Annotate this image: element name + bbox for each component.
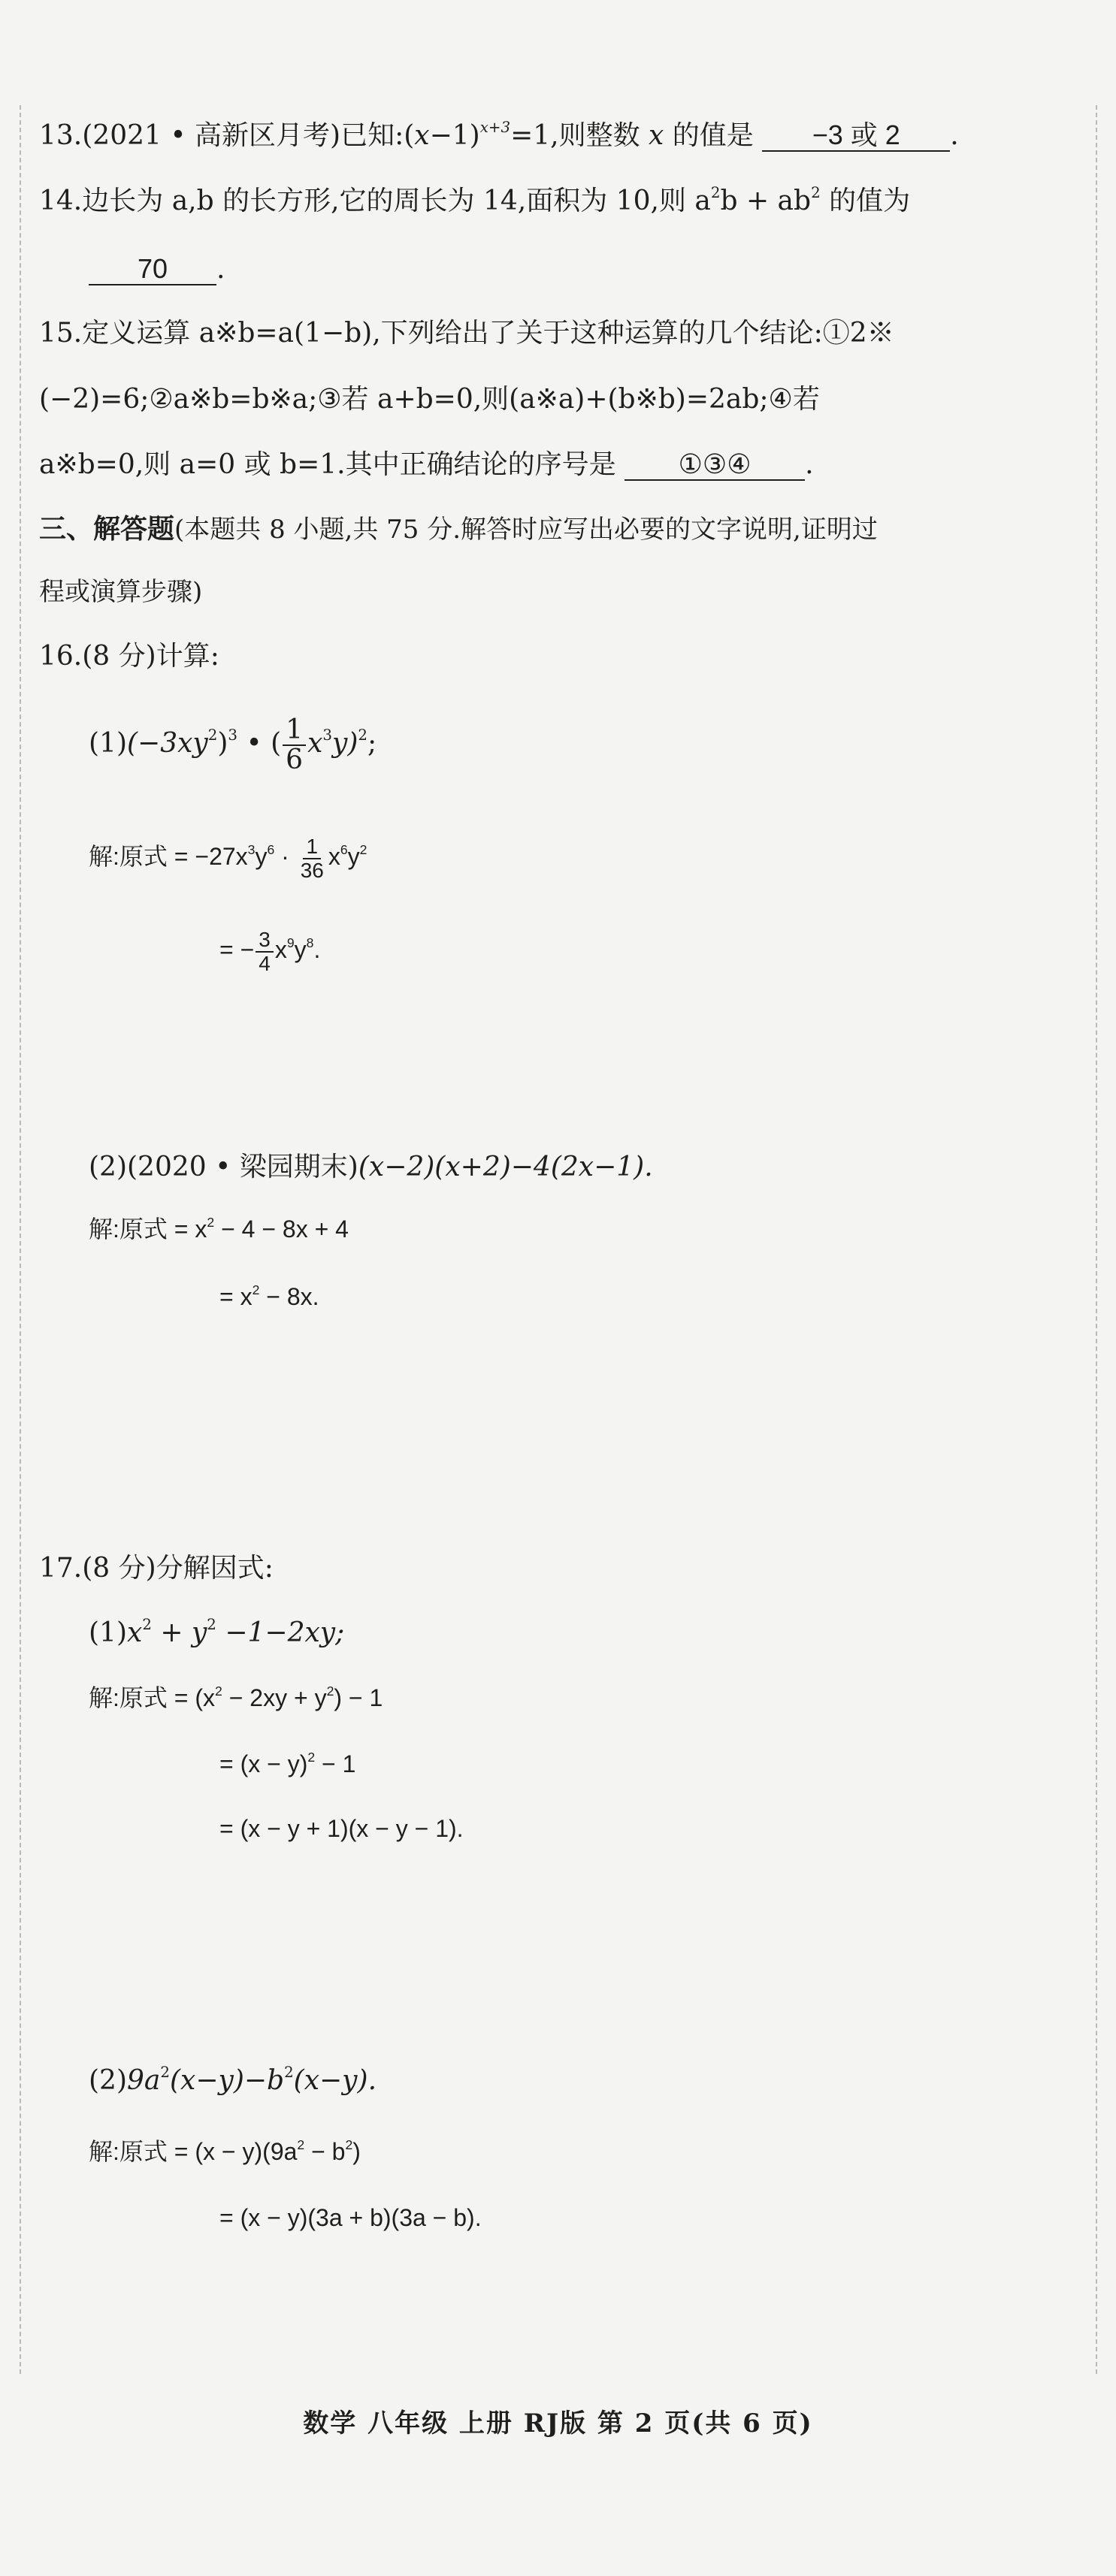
q17p1-sup: 2 [142, 1616, 152, 1634]
sol-sup: 2 [297, 2137, 305, 2152]
q17p2-solution-2 [219, 2200, 482, 2236]
sol-text: = x [174, 1216, 207, 1243]
sol-text: = − [219, 936, 255, 963]
q16p1-solution-2 [219, 912, 320, 987]
q17p2-sup: 2 [284, 2064, 294, 2082]
sol-text: − 4 − 8x + 4 [214, 1216, 349, 1243]
sol-sup: 9 [286, 935, 295, 950]
sol-text: − 8x. [259, 1283, 319, 1310]
section-note-2: 程或演算步骤) [39, 577, 203, 607]
q14-text: 边长为 a,b 的长方形,它的周长为 14,面积为 10,则 a [82, 186, 711, 216]
q16p1-sup4: 2 [358, 726, 367, 744]
q16p1-sup2: 3 [228, 726, 237, 744]
q13-answer-blank [762, 117, 950, 152]
q16p1-expr-c: • ( [237, 728, 282, 759]
part-label: (2) [89, 1152, 127, 1182]
sol-text: − 2xy + y [222, 1684, 327, 1711]
q14-text-end: 的值为 [820, 186, 911, 216]
sol-sup: 8 [306, 935, 314, 950]
sol-fraction [256, 929, 274, 974]
sol-text: y [347, 843, 360, 870]
q14-sup: 2 [710, 184, 721, 202]
q17p1-sup: 2 [207, 1616, 216, 1634]
question-source: (2021 • 高新区月考) [82, 120, 341, 151]
q17p1-expr: −1−2xy; [216, 1617, 345, 1648]
sol-sup: 2 [345, 2137, 353, 2152]
left-margin-line [20, 105, 21, 2374]
q14-end: . [216, 254, 225, 285]
question-15-line2 [39, 382, 820, 418]
sol-fraction [298, 835, 327, 881]
q17p2-expr: (x−y). [293, 2065, 377, 2096]
sol-text: y [255, 843, 268, 870]
fraction-numerator: 3 [256, 929, 274, 952]
solution-label: 解:原式 [89, 2138, 168, 2165]
q17p2-sup: 2 [160, 2064, 170, 2082]
question-16-part1 [89, 706, 377, 781]
q14-answer-blank [89, 251, 216, 285]
sol-sup: 3 [247, 841, 256, 857]
sol-text: = (x [174, 1684, 216, 1711]
q14-text-mid: b + ab [720, 186, 812, 216]
question-header: 16.(8 分)计算: [39, 641, 219, 672]
question-14-line1 [39, 183, 910, 219]
q17p1-solution-1 [89, 1680, 383, 1716]
q13-var-x: x [649, 120, 664, 151]
sol-sup: 2 [215, 1683, 222, 1699]
q14-answer: 70 [137, 253, 168, 284]
q13-stem-c: =1,则整数 [510, 120, 649, 151]
fraction-denominator: 4 [259, 951, 271, 975]
sol-text: = (x − y) [219, 1750, 308, 1777]
q16p2-solution-1 [89, 1211, 349, 1247]
q15-text-2: (−2)=6;②a※b=b※a;③若 a+b=0,则(a※a)+(b※b)=2ab;④若 [39, 384, 820, 415]
question-17-part2 [89, 2063, 377, 2099]
q17p1-solution-2 [219, 1746, 355, 1782]
q16p1-expr-a: (−3xy [127, 728, 208, 759]
q13-end: . [950, 120, 959, 151]
sol-sup: 6 [340, 841, 348, 857]
sol-sup: 2 [252, 1282, 260, 1297]
q15-answer: ①③④ [678, 448, 752, 479]
question-13 [39, 117, 959, 154]
q16p1-expr-d: x [307, 728, 323, 759]
q16p2-expr: (x−2)(x+2)−4(2x−1). [358, 1152, 653, 1182]
sol-sup: 2 [307, 1749, 316, 1765]
sol-text: x [328, 843, 340, 870]
fraction-numerator: 1 [303, 835, 321, 859]
part-label: (2) [89, 2065, 127, 2096]
sol-text: − b [304, 2138, 346, 2165]
question-number: 15. [39, 318, 83, 349]
sol-text: = (x − y + 1)(x − y − 1). [219, 1815, 464, 1842]
q17p2-expr: 9a [127, 2065, 161, 2096]
fraction-denominator: 6 [286, 744, 304, 775]
q14-sup2: 2 [811, 184, 821, 202]
question-16-part2 [89, 1149, 653, 1185]
sol-sup: 2 [326, 1683, 334, 1699]
right-margin-line [1096, 105, 1097, 2374]
sol-text: = (x − y)(9a [174, 2138, 298, 2165]
sol-text: ) [352, 2138, 361, 2165]
q13-answer: −3 或 2 [812, 119, 900, 150]
q17p1-expr: x [127, 1617, 143, 1648]
q16p1-sup1: 2 [207, 726, 218, 744]
q15-text-1: 定义运算 a※b=a(1−b),下列给出了关于这种运算的几个结论:①2※ [82, 318, 894, 349]
q17p1-expr: + y [151, 1617, 207, 1648]
q15-text-3: a※b=0,则 a=0 或 b=1.其中正确结论的序号是 [39, 449, 616, 480]
part-label: (1) [89, 1617, 127, 1648]
sol-text: · [274, 843, 296, 870]
fraction-numerator: 1 [283, 716, 306, 746]
question-15-line3 [39, 446, 814, 483]
solution-label: 解:原式 [89, 1684, 168, 1711]
sol-sup: 6 [267, 841, 275, 857]
question-number: 14. [39, 186, 83, 216]
part-label: (1) [89, 728, 127, 759]
solution-label: 解:原式 [89, 843, 168, 870]
section-3-heading [39, 511, 878, 548]
section-title: 三、解答题 [39, 513, 175, 545]
sol-text: ) − 1 [334, 1684, 383, 1711]
section-3-note-line2 [39, 574, 202, 610]
sol-sup: 2 [359, 841, 367, 857]
question-number: 13. [39, 120, 83, 151]
q16p2-solution-2 [219, 1279, 319, 1315]
sol-text: = x [219, 1283, 253, 1310]
solution-label: 解:原式 [89, 1216, 168, 1243]
q15-end: . [805, 449, 814, 480]
sol-text: = −27x [174, 843, 248, 870]
sol-text: . [313, 936, 321, 963]
q17p2-expr: (x−y)−b [169, 2065, 285, 2096]
q13-exponent: x+3 [479, 119, 511, 137]
question-15-line1 [39, 316, 894, 352]
section-note: (本题共 8 小题,共 75 分.解答时应写出必要的文字说明,证明过 [174, 515, 878, 545]
q16p1-expr-end: ; [367, 728, 377, 759]
sol-text: = (x − y)(3a + b)(3a − b). [219, 2204, 482, 2231]
question-16-header [39, 639, 219, 675]
question-header: 17.(8 分)分解因式: [39, 1553, 274, 1584]
q13-stem: 已知:( [340, 120, 415, 151]
q16p1-solution-1 [89, 819, 367, 894]
q17p1-solution-3 [219, 1810, 464, 1847]
question-source: (2020 • 梁园期末) [127, 1152, 358, 1182]
q16p1-expr-e: y) [331, 728, 358, 759]
sol-sup: 2 [207, 1214, 215, 1230]
sol-text: y [294, 936, 307, 963]
page-footer: 数学 八年级 上册 RJ版 第 2 页(共 6 页) [303, 2408, 813, 2439]
q13-var: x [414, 120, 430, 151]
question-17-header [39, 1551, 274, 1587]
question-14-line2 [89, 251, 225, 288]
fraction-denominator: 36 [300, 858, 324, 882]
sol-text: x [274, 936, 287, 963]
q16p1-fraction [283, 716, 306, 775]
q15-answer-blank [625, 446, 805, 481]
q16p1-expr-b: ) [217, 728, 228, 759]
q16p1-sup3: 3 [322, 726, 332, 744]
q13-stem-b: −1) [429, 120, 480, 151]
q17p2-solution-1 [89, 2134, 361, 2170]
q13-stem-e: 的值是 [664, 120, 754, 151]
sol-text: − 1 [315, 1750, 356, 1777]
question-17-part1 [89, 1615, 344, 1651]
